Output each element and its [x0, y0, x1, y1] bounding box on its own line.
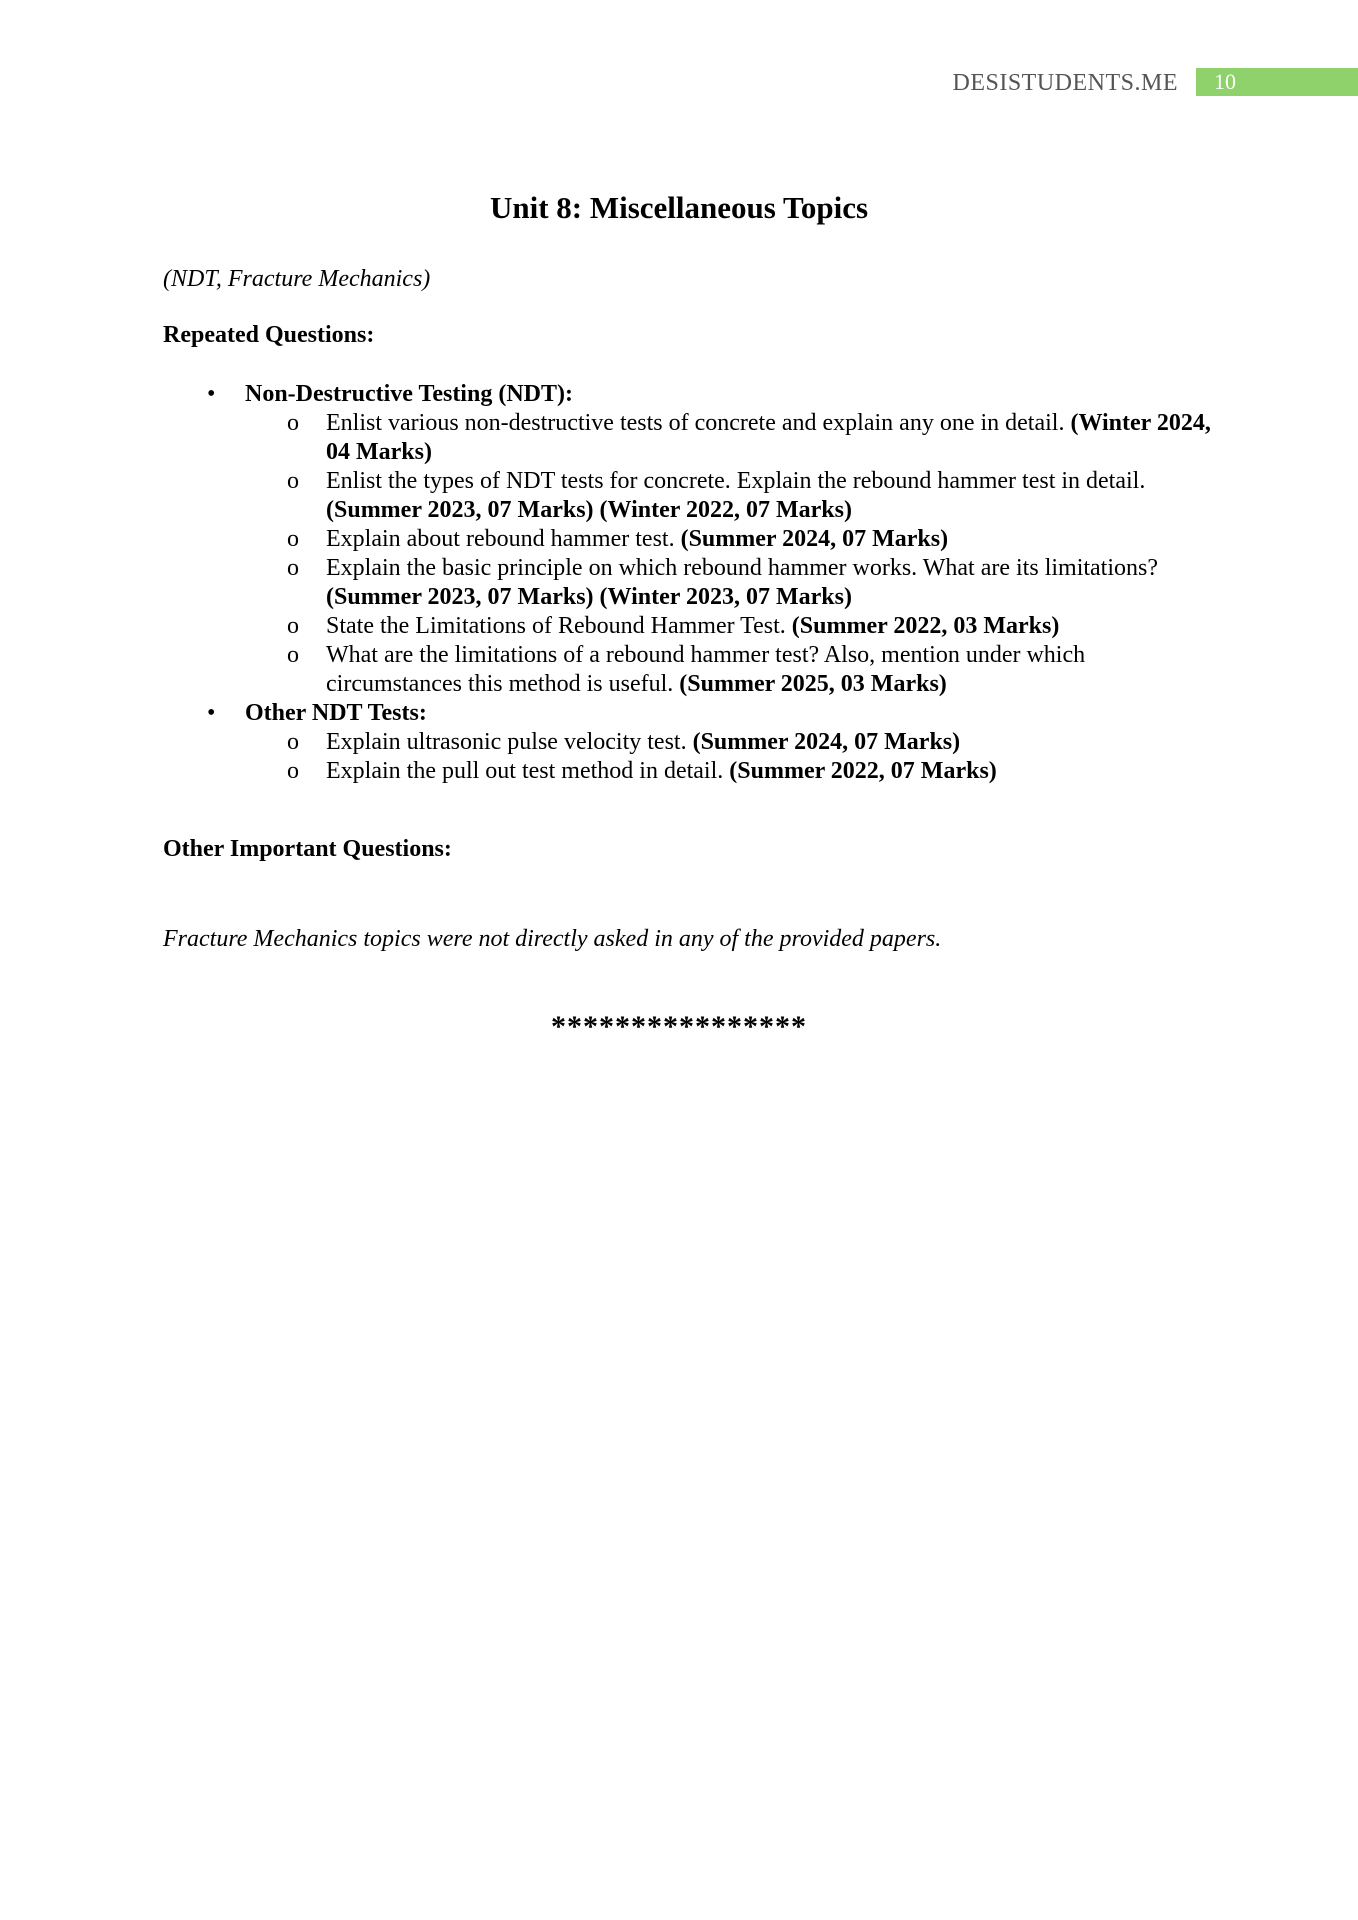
question-text: Explain about rebound hammer test.	[326, 526, 681, 552]
site-name: DESISTUDENTS.ME	[952, 70, 1178, 96]
topics-list	[163, 380, 1213, 786]
question-ref: (Summer 2023, 07 Marks) (Winter 2023, 07 Marks)	[326, 584, 852, 610]
question-text: Explain the basic principle on which rebound hammer works. What are its limitations?	[326, 555, 1159, 581]
repeated-questions-heading: Repeated Questions:	[163, 322, 375, 348]
question-item	[163, 641, 1213, 699]
question-ref: (Summer 2022, 07 Marks)	[729, 758, 997, 784]
topic-label: Non-Destructive Testing (NDT):	[245, 381, 573, 407]
fracture-mechanics-note: Fracture Mechanics topics were not directly asked in any of the provided papers.	[163, 926, 942, 952]
sub-bullet-icon: o	[287, 526, 299, 552]
question-text: Enlist the types of NDT tests for concrete. Explain the rebound hammer test in detail.	[326, 468, 1146, 494]
question-item	[163, 409, 1213, 467]
sub-bullet-icon: o	[287, 468, 299, 494]
question-item	[163, 467, 1213, 525]
question-ref: (Winter 2024, 04 Marks)	[326, 410, 1211, 465]
question-list	[163, 728, 1213, 786]
question-text: Enlist various non-destructive tests of concrete and explain any one in detail.	[326, 410, 1071, 436]
question-item	[163, 757, 1213, 786]
page-number: 10	[1196, 68, 1358, 96]
sub-bullet-icon: o	[287, 410, 299, 436]
question-item	[163, 554, 1213, 612]
end-marker: ****************	[551, 1010, 807, 1043]
question-text: What are the limitations of a rebound hammer test? Also, mention under which circumstances this method is useful.	[326, 642, 1086, 697]
question-ref: (Summer 2024, 07 Marks)	[680, 526, 949, 552]
page-title: Unit 8: Miscellaneous Topics	[489, 190, 869, 225]
topic-label: Other NDT Tests:	[245, 700, 427, 726]
page-header	[0, 68, 1358, 98]
question-ref: (Summer 2022, 03 Marks)	[791, 613, 1060, 639]
topic-item	[163, 380, 1213, 699]
sub-bullet-icon: o	[287, 555, 299, 581]
question-text: Explain the pull out test method in detail.	[326, 758, 730, 784]
question-text: State the Limitations of Rebound Hammer Test.	[326, 613, 792, 639]
question-list	[163, 409, 1213, 699]
sub-bullet-icon: o	[287, 642, 299, 668]
question-item	[163, 612, 1213, 641]
other-questions-heading: Other Important Questions:	[163, 836, 452, 862]
question-item	[163, 525, 1213, 554]
question-ref: (Summer 2025, 03 Marks)	[679, 671, 947, 697]
question-ref: (Summer 2023, 07 Marks) (Winter 2022, 07 Marks)	[326, 497, 852, 523]
question-ref: (Summer 2024, 07 Marks)	[692, 729, 961, 755]
bullet-icon: •	[207, 381, 216, 407]
question-item	[163, 728, 1213, 757]
bullet-icon: •	[207, 700, 216, 726]
topic-item	[163, 699, 1213, 786]
sub-bullet-icon: o	[287, 729, 299, 755]
sub-bullet-icon: o	[287, 613, 299, 639]
question-text: Explain ultrasonic pulse velocity test.	[326, 729, 693, 755]
sub-bullet-icon: o	[287, 758, 299, 784]
page-subtitle: (NDT, Fracture Mechanics)	[163, 266, 431, 292]
